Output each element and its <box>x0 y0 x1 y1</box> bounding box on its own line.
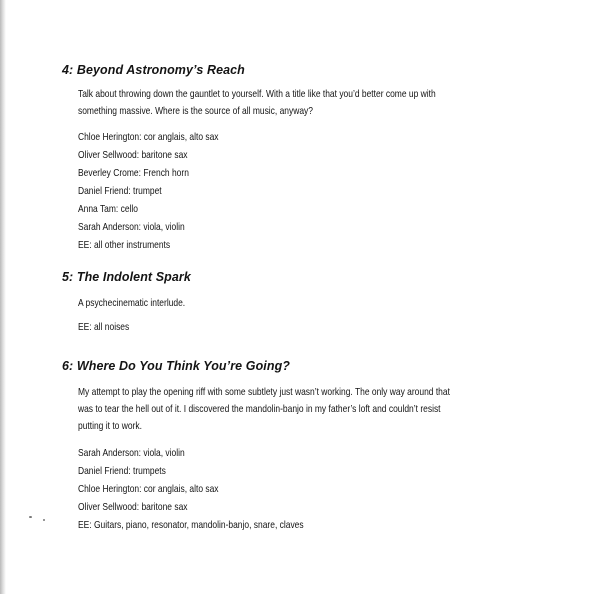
credit-line: EE: all noises <box>78 322 130 333</box>
credit-line: Chloe Herington: cor anglais, alto sax <box>78 132 219 143</box>
track-5-description <box>78 295 185 312</box>
credit-line: Beverley Crome: French horn <box>78 168 189 179</box>
credit-line: EE: all other instruments <box>78 240 171 251</box>
page-edge-shadow <box>0 0 6 594</box>
track-4-description-line: Talk about throwing down the gauntlet to yourself. With a title like that you’d better come up with <box>78 89 436 100</box>
credit-line: Oliver Sellwood: baritone sax <box>78 150 188 161</box>
track-6-credits <box>78 445 304 535</box>
credit-line: Anna Tam: cello <box>78 204 139 215</box>
track-5-credits <box>78 319 129 337</box>
track-4-description <box>78 86 436 120</box>
track-6-description <box>78 384 450 435</box>
track-6-description-line: was to tear the hell out of it. I discovered the mandolin-banjo in my father’s loft and couldn’t resist <box>78 404 441 415</box>
credit-line: Oliver Sellwood: baritone sax <box>78 502 188 513</box>
credit-line: Daniel Friend: trumpets <box>78 466 166 477</box>
track-4-description-line: something massive. Where is the source of all music, anyway? <box>78 106 313 117</box>
credit-line: Chloe Herington: cor anglais, alto sax <box>78 484 219 495</box>
track-6-description-line: putting it to work. <box>78 421 142 432</box>
track-6-title: 6: Where Do You Think You’re Going? <box>62 358 291 373</box>
credit-line: Sarah Anderson: viola, violin <box>78 222 185 233</box>
track-4-title: 4: Beyond Astronomy’s Reach <box>62 62 245 77</box>
track-4-credits <box>78 129 219 255</box>
dust-speck <box>43 519 45 521</box>
credit-line: EE: Guitars, piano, resonator, mandolin-banjo, snare, claves <box>78 520 304 531</box>
credit-line: Daniel Friend: trumpet <box>78 186 162 197</box>
credit-line: Sarah Anderson: viola, violin <box>78 448 185 459</box>
track-6-description-line: My attempt to play the opening riff with some subtlety just wasn’t working. The only way around that <box>78 387 450 398</box>
track-5-description-line: A psychecinematic interlude. <box>78 298 186 309</box>
dust-speck <box>29 516 32 518</box>
track-5-title: 5: The Indolent Spark <box>62 269 191 284</box>
